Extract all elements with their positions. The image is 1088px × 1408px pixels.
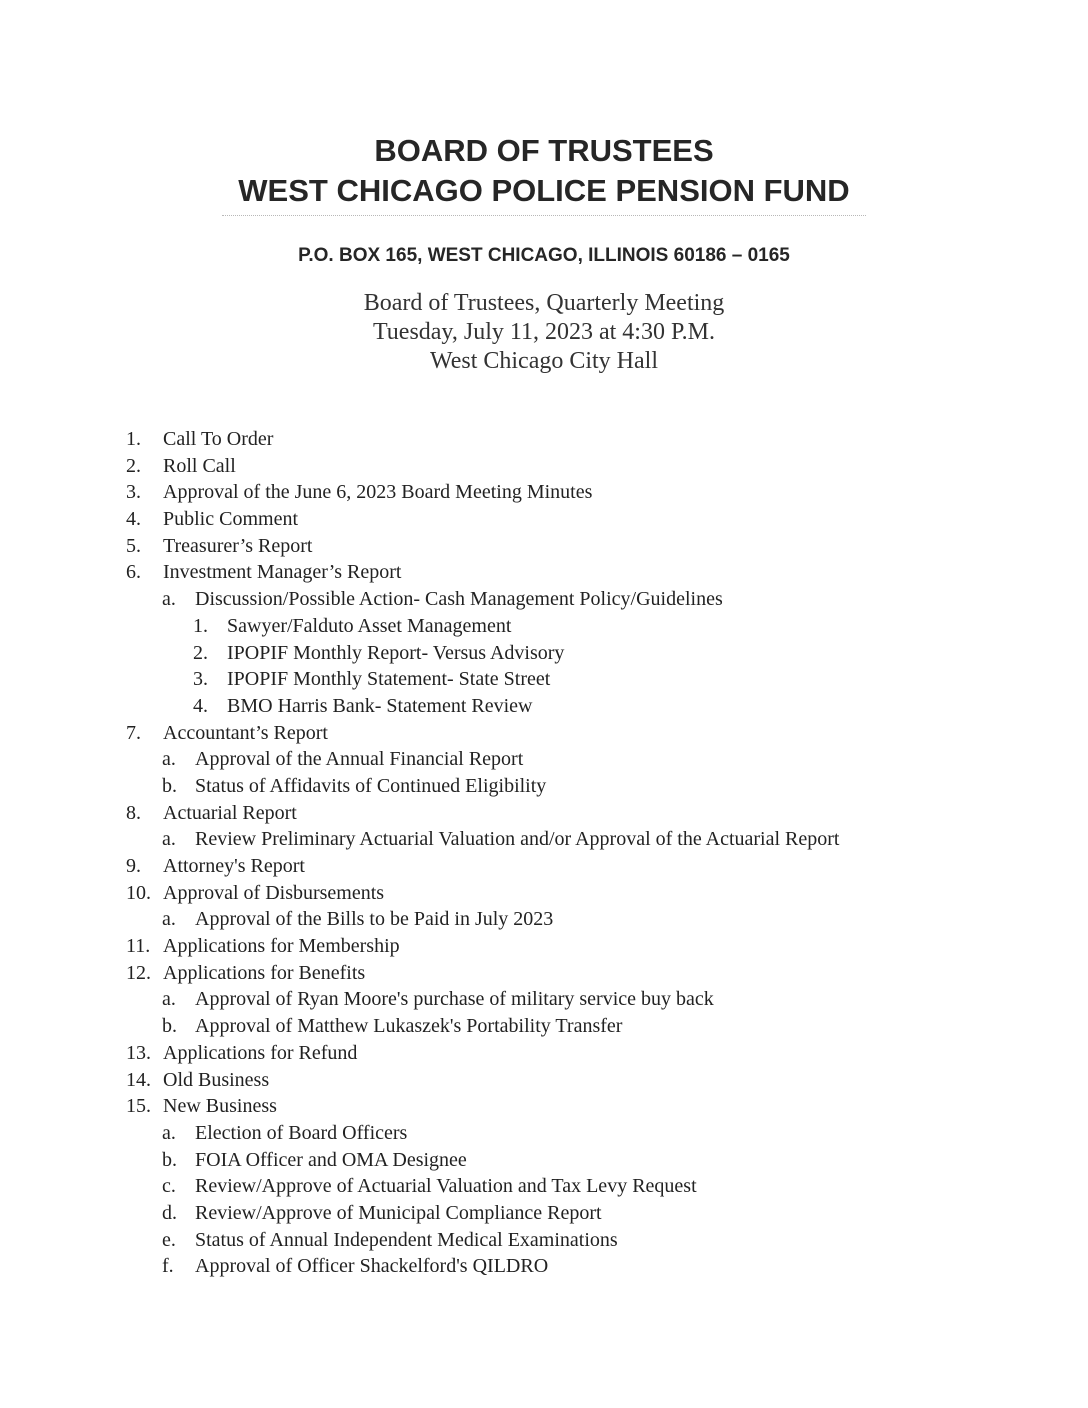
agenda-item-number: a. [162, 828, 176, 851]
agenda-item [0, 1013, 1088, 1040]
agenda-item-number: 2. [126, 454, 141, 477]
agenda-item [0, 906, 1088, 933]
agenda-item [0, 1253, 1088, 1280]
agenda-item-number: 13. [126, 1041, 151, 1064]
agenda-item-number: a. [162, 988, 176, 1011]
agenda-item-text: Old Business [163, 1068, 270, 1091]
agenda-item [0, 1093, 1088, 1120]
agenda-item-number: b. [162, 1148, 177, 1171]
agenda-item-text: FOIA Officer and OMA Designee [195, 1148, 467, 1171]
meeting-info [0, 289, 1088, 376]
agenda-list [0, 426, 1088, 1280]
agenda-item-number: b. [162, 774, 177, 797]
title-line-2: WEST CHICAGO POLICE PENSION FUND [238, 173, 850, 208]
document-title [0, 131, 1088, 211]
agenda-item-number: a. [162, 588, 176, 611]
agenda-item-number: d. [162, 1201, 177, 1224]
agenda-item [0, 559, 1088, 586]
agenda-item [0, 986, 1088, 1013]
agenda-item-text: Accountant’s Report [163, 721, 328, 744]
agenda-item-number: 4. [126, 508, 141, 531]
agenda-item [0, 1147, 1088, 1174]
agenda-item-text: Approval of Matthew Lukaszek's Portability Transfer [195, 1015, 623, 1038]
agenda-item-text: Attorney's Report [163, 855, 305, 877]
agenda-item-number: a. [162, 1121, 176, 1144]
agenda-item [0, 1067, 1088, 1094]
agenda-item-number: 11. [126, 935, 151, 958]
header-divider [222, 215, 866, 216]
agenda-item-number: 2. [193, 641, 208, 664]
agenda-item-number: 1. [193, 614, 208, 637]
agenda-item [0, 693, 1088, 720]
agenda-item-number: c. [162, 1175, 176, 1198]
agenda-item-text: BMO Harris Bank- Statement Review [227, 694, 533, 717]
agenda-item-text: Call To Order [163, 428, 274, 450]
agenda-item [0, 880, 1088, 907]
agenda-item-text: Approval of the Bills to be Paid in July 2023 [195, 908, 554, 931]
agenda-item [0, 933, 1088, 960]
agenda-item-text: Status of Affidavits of Continued Eligibility [195, 774, 547, 797]
agenda-item-number: 14. [126, 1068, 151, 1091]
agenda-item-number: 4. [193, 694, 208, 717]
agenda-item-text: Approval of the Annual Financial Report [195, 748, 524, 771]
agenda-item-number: 9. [126, 855, 141, 877]
meeting-location: West Chicago City Hall [429, 348, 659, 374]
agenda-item-number: e. [162, 1228, 176, 1251]
agenda-item-number: 15. [126, 1095, 151, 1118]
agenda-item-text: Applications for Refund [163, 1041, 358, 1064]
agenda-item-text: Election of Board Officers [195, 1121, 408, 1144]
agenda-item-number: 8. [126, 801, 141, 824]
agenda-item-text: Actuarial Report [163, 801, 297, 824]
agenda-item [0, 773, 1088, 800]
agenda-item [0, 746, 1088, 773]
mailing-address: P.O. BOX 165, WEST CHICAGO, ILLINOIS 60186 – 0165 [298, 245, 790, 266]
agenda-item [0, 720, 1088, 747]
agenda-item [0, 1227, 1088, 1254]
agenda-item-number: 7. [126, 721, 141, 744]
agenda-item-text: Investment Manager’s Report [163, 561, 402, 584]
agenda-item [0, 640, 1088, 667]
agenda-item-number: a. [162, 748, 176, 771]
agenda-item-number: 3. [126, 481, 141, 504]
agenda-item [0, 1120, 1088, 1147]
agenda-item [0, 506, 1088, 533]
agenda-item-number: f. [162, 1255, 174, 1278]
agenda-item-text: Approval of Ryan Moore's purchase of military service buy back [195, 988, 714, 1011]
agenda-item-number: 3. [193, 668, 208, 691]
title-line-1: BOARD OF TRUSTEES [374, 133, 714, 168]
agenda-item-text: Roll Call [163, 454, 236, 477]
agenda-item-text: Review Preliminary Actuarial Valuation and/or Approval of the Actuarial Report [195, 828, 840, 851]
agenda-item [0, 1200, 1088, 1227]
agenda-item [0, 613, 1088, 640]
agenda-item [0, 800, 1088, 827]
agenda-item-text: Treasurer’s Report [163, 534, 313, 557]
agenda-item-number: 1. [126, 428, 141, 450]
agenda-item-text: Approval of Officer Shackelford's QILDRO [195, 1255, 549, 1278]
agenda-item [0, 1040, 1088, 1067]
meeting-datetime: Tuesday, July 11, 2023 at 4:30 P.M. [372, 319, 716, 345]
agenda-item-text: Review/Approve of Municipal Compliance Report [195, 1201, 602, 1224]
agenda-item-text: Status of Annual Independent Medical Examinations [195, 1228, 618, 1251]
agenda-item-text: Discussion/Possible Action- Cash Management Policy/Guidelines [195, 588, 723, 611]
agenda-item-number: 6. [126, 561, 141, 584]
agenda-item-text: IPOPIF Monthly Statement- State Street [227, 668, 551, 691]
agenda-item-text: Review/Approve of Actuarial Valuation and Tax Levy Request [195, 1175, 697, 1198]
agenda-item [0, 1173, 1088, 1200]
meeting-title: Board of Trustees, Quarterly Meeting [363, 290, 725, 316]
agenda-item-text: Sawyer/Falduto Asset Management [227, 614, 512, 637]
agenda-item [0, 826, 1088, 853]
agenda-item [0, 453, 1088, 480]
agenda-item-text: Approval of Disbursements [163, 881, 385, 904]
agenda-item [0, 960, 1088, 987]
agenda-item-text: Applications for Membership [163, 935, 400, 958]
agenda-item-number: 10. [126, 881, 151, 904]
agenda-item [0, 586, 1088, 613]
agenda-item [0, 426, 1088, 453]
agenda-item-text: Public Comment [163, 508, 298, 531]
agenda-item-number: 5. [126, 534, 141, 557]
agenda-item-text: New Business [163, 1095, 277, 1118]
agenda-item-text: IPOPIF Monthly Report- Versus Advisory [227, 641, 565, 664]
agenda-item-number: b. [162, 1015, 177, 1038]
agenda-item [0, 853, 1088, 880]
agenda-item [0, 533, 1088, 560]
agenda-item [0, 666, 1088, 693]
agenda-item-number: 12. [126, 961, 151, 984]
agenda-item-text: Approval of the June 6, 2023 Board Meeting Minutes [163, 481, 593, 504]
agenda-item-text: Applications for Benefits [163, 961, 366, 984]
agenda-item [0, 479, 1088, 506]
agenda-item-number: a. [162, 908, 176, 931]
